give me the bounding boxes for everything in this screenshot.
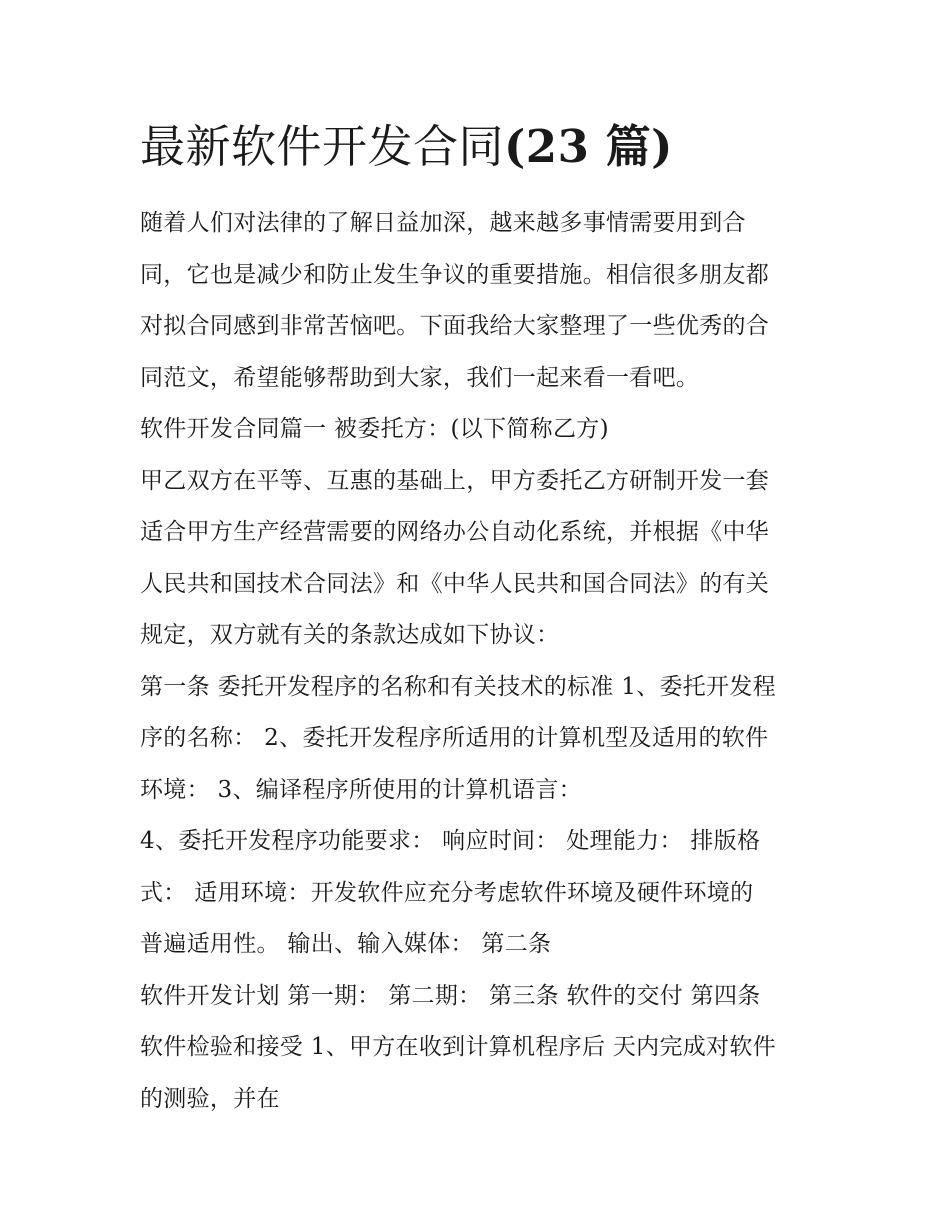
title-suffix: (23 篇) bbox=[504, 120, 673, 173]
paragraph-intro bbox=[140, 198, 820, 404]
text-line: 普遍适用性。 输出、输入媒体： 第二条 bbox=[140, 931, 552, 957]
title-main: 最新软件开发合同 bbox=[140, 120, 505, 173]
document-title bbox=[140, 112, 673, 182]
text-line: 随着人们对法律的了解日益加深，越来越多事情需要用到合 bbox=[140, 210, 746, 236]
text-line: 4、委托开发程序功能要求： 响应时间： 处理能力： 排版格 bbox=[140, 828, 761, 854]
paragraph-plan bbox=[140, 971, 820, 1126]
text-line: 适合甲方生产经营需要的网络办公自动化系统，并根据《中华 bbox=[140, 519, 770, 545]
document-body bbox=[140, 198, 820, 1125]
paragraph-preamble bbox=[140, 456, 820, 662]
text-line: 软件开发合同篇一 被委托方：(以下简称乙方) bbox=[140, 416, 609, 442]
text-line: 软件开发计划 第一期： 第二期： 第三条 软件的交付 第四条 bbox=[140, 982, 761, 1009]
text-line: 甲乙双方在平等、互惠的基础上，甲方委托乙方研制开发一套 bbox=[140, 467, 770, 494]
text-line: 对拟合同感到非常苦恼吧。下面我给大家整理了一些优秀的合 bbox=[140, 313, 770, 339]
text-line: 序的名称： 2、委托开发程序所适用的计算机型及适用的软件 bbox=[140, 725, 769, 751]
paragraph-article-1 bbox=[140, 662, 820, 817]
paragraph-requirements bbox=[140, 816, 820, 971]
text-line: 的测验，并在 bbox=[140, 1085, 280, 1112]
text-line: 同，它也是减少和防止发生争议的重要措施。相信很多朋友都 bbox=[140, 261, 770, 288]
text-line: 环境： 3、编译程序所使用的计算机语言： bbox=[140, 776, 582, 803]
text-line: 规定，双方就有关的条款达成如下协议： bbox=[140, 622, 560, 648]
paragraph-section-heading bbox=[140, 404, 820, 456]
text-line: 第一条 委托开发程序的名称和有关技术的标准 1、委托开发程 bbox=[140, 673, 776, 700]
text-line: 软件检验和接受 1、甲方在收到计算机程序后 天内完成对软件 bbox=[140, 1034, 776, 1060]
text-line: 同范文，希望能够帮助到大家，我们一起来看一看吧。 bbox=[140, 364, 700, 391]
text-line: 式： 适用环境：开发软件应充分考虑软件环境及硬件环境的 bbox=[140, 879, 754, 906]
text-line: 人民共和国技术合同法》和《中华人民共和国合同法》的有关 bbox=[140, 570, 770, 597]
